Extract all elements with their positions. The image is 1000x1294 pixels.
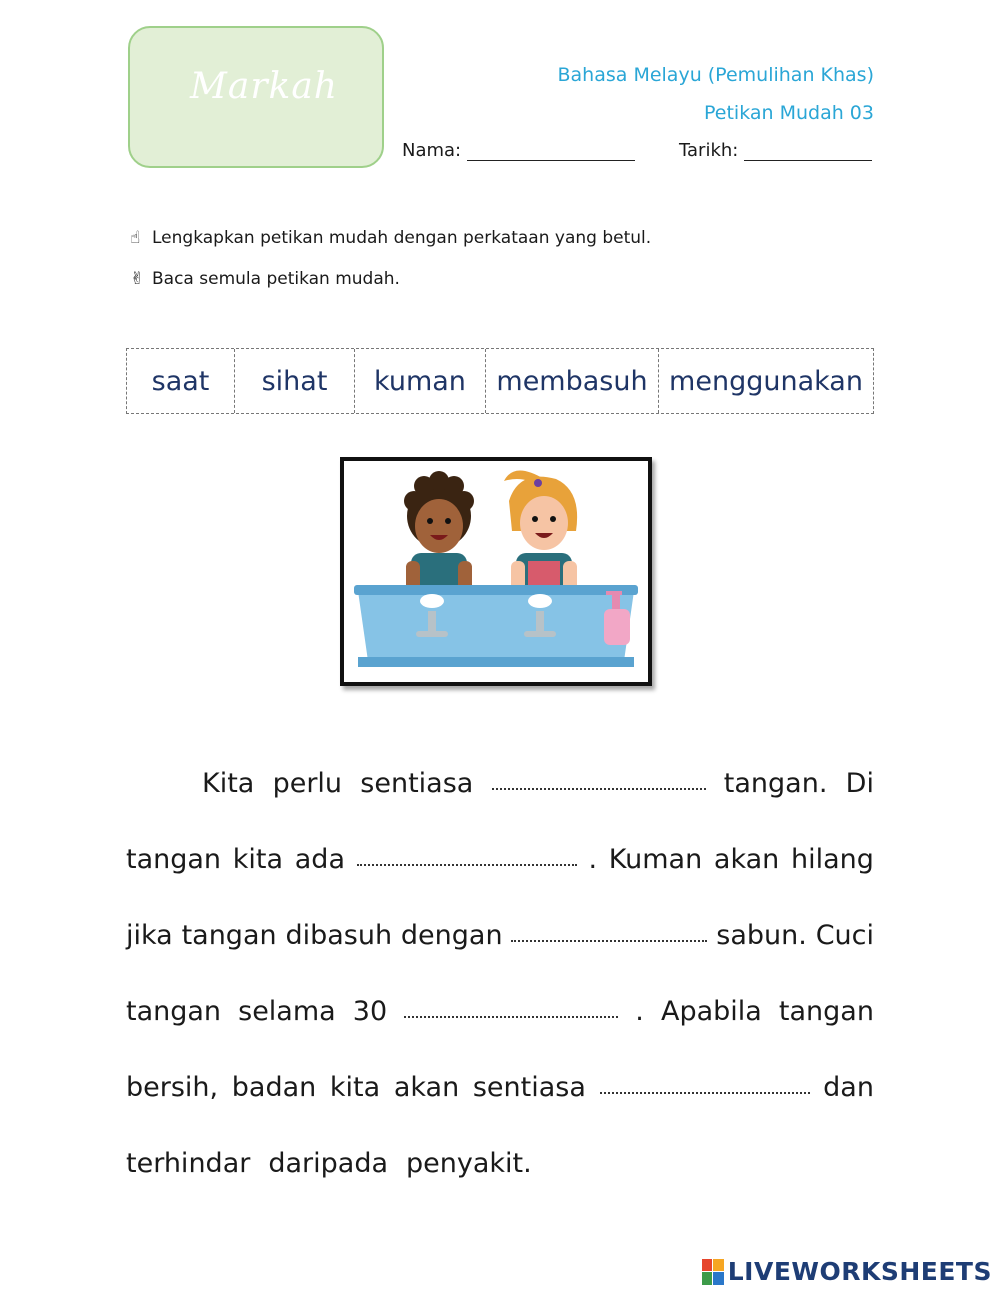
passage-word: dibasuh [285,919,393,951]
blank-1[interactable] [492,776,706,790]
date-row [679,140,872,161]
handwashing-illustration [340,457,652,686]
passage-word: daripada [268,1147,388,1179]
passage-word: tangan. [723,767,828,799]
blank-5[interactable] [600,1080,810,1094]
passage-word: terhindar [126,1147,251,1179]
passage-word: dan [823,1071,874,1103]
passage-line-3 [126,897,874,973]
passage-word: penyakit. [406,1147,532,1179]
passage-word: 30 [352,995,388,1027]
passage-word: akan [393,1071,460,1103]
passage-word: sentiasa [360,767,474,799]
blank-4[interactable] [404,1004,618,1018]
word-bank-item[interactable]: menggunakan [669,365,863,397]
instruction-2 [130,269,400,289]
date-label: Tarikh: [679,140,739,161]
passage [126,745,874,1201]
passage-line-4 [126,973,874,1049]
passage-word: Apabila [660,995,762,1027]
word-bank [126,348,874,414]
passage-word: Di [845,767,874,799]
score-label: Markah [190,66,338,107]
passage-word: ada [294,843,345,875]
passage-word: . [588,843,598,875]
passage-word: perlu [272,767,343,799]
lesson-title: Petikan Mudah 03 [704,102,874,124]
passage-word: Kuman [608,843,703,875]
passage-word: sentiasa [472,1071,586,1103]
instruction-1-text: Lengkapkan petikan mudah dengan perkataan yang betul. [152,228,652,248]
passage-word: tangan [126,843,222,875]
instruction-1 [130,228,651,248]
passage-word: badan [231,1071,317,1103]
passage-word: . [635,995,644,1027]
passage-word: tangan [181,919,277,951]
word-bank-item[interactable]: membasuh [486,349,659,413]
passage-line-5 [126,1049,874,1125]
instruction-2-text: Baca semula petikan mudah. [152,269,400,289]
passage-word: jika [126,919,173,951]
word-bank-item[interactable]: kuman [355,349,486,413]
victory-hand-icon: ✌ [130,269,145,289]
name-label: Nama: [402,140,462,161]
passage-line-2 [126,821,874,897]
passage-word: Kita [202,767,255,799]
word-bank-item[interactable]: sihat [235,349,355,413]
passage-word: hilang [791,843,874,875]
passage-word: kita [329,1071,381,1103]
passage-line-1 [126,745,874,821]
passage-word: Cuci [815,919,874,951]
liveworksheets-logo-icon [702,1259,724,1285]
name-line [467,160,635,161]
passage-word: tangan [126,995,222,1027]
passage-word: sabun. [716,919,807,951]
kids-washing-hands-image [344,461,648,682]
passage-word: akan [713,843,780,875]
liveworksheets-brand [702,1257,992,1286]
subject-title: Bahasa Melayu (Pemulihan Khas) [557,64,874,86]
blank-3[interactable] [511,928,707,942]
date-line [744,160,872,161]
brand-text: LIVEWORKSHEETS [727,1257,992,1286]
word-bank-item[interactable]: saat [127,349,235,413]
name-row [402,140,635,161]
passage-word: selama [238,995,336,1027]
pointing-hand-icon: ☝ [130,228,141,248]
score-box [128,26,384,168]
passage-word: bersih, [126,1071,219,1103]
passage-word: kita [232,843,284,875]
blank-2[interactable] [357,852,577,866]
passage-word: tangan [778,995,874,1027]
passage-line-6 [126,1125,874,1201]
passage-word: dengan [400,919,503,951]
